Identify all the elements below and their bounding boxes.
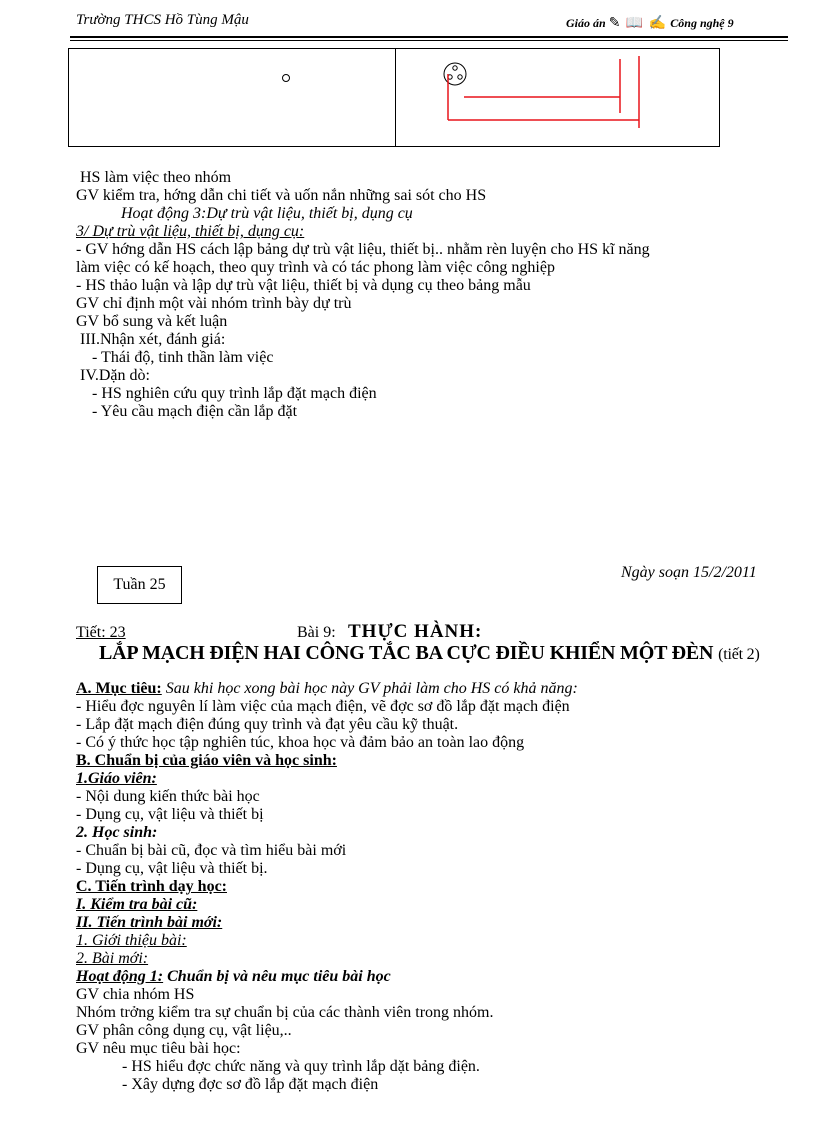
objective-item: - Có ý thức học tập nghiên túc, khoa học và đảm bảo an toàn lao động <box>76 734 525 751</box>
check-old-heading: I. Kiểm tra bài cũ: <box>76 896 198 913</box>
objective-item: - Lắp đặt mạch điện đúng quy trình và đạt yêu cầu kỹ thuật. <box>76 716 459 733</box>
review-heading: III.Nhận xét, đánh giá: <box>80 331 226 348</box>
new-lesson-heading: II. Tiến trình bài mới: <box>76 914 223 931</box>
lesson-title <box>99 642 760 665</box>
book-pen-icon: ✎ 📖 ✍ <box>608 16 668 31</box>
estimate-heading: 3/ Dự trù vật liệu, thiết bị, dụng cụ: <box>76 223 305 240</box>
activity1-line: GV phân công dụng cụ, vật liệu,.. <box>76 1022 292 1039</box>
objectives-intro: Sau khi học xong bài học này GV phải làm cho HS có khả năng: <box>165 680 578 697</box>
doc-type: Giáo án <box>566 16 606 30</box>
terminal-dot <box>458 75 462 79</box>
school-name: Trường THCS Hồ Tùng Mậu <box>76 12 249 28</box>
activity3-heading: Hoạt động 3:Dự trù vật liệu, thiết bị, dụng cụ <box>121 205 413 222</box>
diagram-table <box>68 48 720 147</box>
text-gv-guide: - GV hớng dẫn HS cách lập bảng dự trù vật liệu, thiết bị.. nhằm rèn luyện cho HS kĩ năng <box>76 241 650 258</box>
activity1-line: Nhóm trởng kiểm tra sự chuẩn bị của các thành viên trong nhóm. <box>76 1004 494 1021</box>
homework-heading: IV.Dặn dò: <box>80 367 150 384</box>
student-item: - Chuẩn bị bài cũ, đọc và tìm hiểu bài mới <box>76 842 347 859</box>
header-right <box>566 15 734 32</box>
activity1-line: GV nêu mục tiêu bài học: <box>76 1040 241 1057</box>
goal-item: - HS hiểu đợc chức năng và quy trình lắp dặt bảng điện. <box>122 1058 480 1075</box>
text-gv-check: GV kiểm tra, hớng dẫn chi tiết và uốn nắn những sai sót cho HS <box>76 187 487 204</box>
text-homework-1: - HS nghiên cứu quy trình lắp đặt mạch điện <box>92 385 377 402</box>
text-hs-work: HS làm việc theo nhóm <box>80 169 232 186</box>
practice-label: THỰC HÀNH: <box>348 621 483 642</box>
activity1-heading <box>76 968 391 986</box>
activity1-line: GV chia nhóm HS <box>76 986 195 1003</box>
process-heading: C. Tiến trình dạy học: <box>76 878 227 895</box>
text-gv-assign: GV chỉ định một vài nhóm trình bày dự trù <box>76 295 352 312</box>
period-label: Tiết: 23 <box>76 624 126 641</box>
text-gv-guide-cont: làm việc có kế hoạch, theo quy trình và có tác phong làm việc công nghiệp <box>76 259 555 276</box>
wiring-diagram <box>69 49 721 148</box>
activity1-label: Hoạt động 1: <box>76 968 164 985</box>
text-homework-2: - Yêu cầu mạch điện cần lắp đặt <box>92 403 298 420</box>
text-attitude: - Thái độ, tinh thần làm việc <box>92 349 274 366</box>
activity1-title: Chuẩn bị và nêu mục tiêu bài học <box>167 968 391 985</box>
header-rule <box>70 36 788 38</box>
prep-heading: B. Chuẩn bị của giáo viên và học sinh: <box>76 752 337 769</box>
goal-item: - Xây dựng đợc sơ đồ lắp đặt mạch điện <box>122 1076 379 1093</box>
lesson-number: Bài 9: <box>297 624 336 641</box>
lesson-part: (tiết 2) <box>718 646 760 663</box>
intro-heading: 1. Giới thiệu bài: <box>76 932 187 949</box>
header-rule-thin <box>70 40 788 41</box>
outlet-symbol <box>283 75 290 82</box>
teacher-heading: 1.Giáo viên: <box>76 770 157 787</box>
text-hs-discuss: - HS thảo luận và lập dự trù vật liệu, thiết bị và dụng cụ theo bảng mẫu <box>76 277 531 294</box>
objectives-line <box>76 680 578 698</box>
lesson-title-text: LẮP MẠCH ĐIỆN HAI CÔNG TẮC BA CỰC ĐIỀU KHIỂN MỘT ĐÈN <box>99 642 714 664</box>
objectives-heading: A. Mục tiêu: <box>76 680 162 697</box>
subject-name: Công nghệ 9 <box>670 16 734 30</box>
teacher-item: - Dụng cụ, vật liệu và thiết bị <box>76 806 264 823</box>
text-gv-conclude: GV bổ sung và kết luận <box>76 313 228 330</box>
week-box: Tuần 25 <box>97 566 182 604</box>
red-wire-lines <box>448 56 639 128</box>
student-heading: 2. Học sinh: <box>76 824 158 841</box>
lesson-new-heading: 2. Bài mới: <box>76 950 149 967</box>
terminal-dot <box>453 66 457 70</box>
student-item: - Dụng cụ, vật liệu và thiết bị. <box>76 860 268 877</box>
teacher-item: - Nội dung kiến thức bài học <box>76 788 260 805</box>
objective-item: - Hiểu đợc nguyên lí làm việc của mạch điện, vẽ đợc sơ đồ lắp đặt mạch điện <box>76 698 570 715</box>
date-prepared: Ngày soạn 15/2/2011 <box>621 564 757 581</box>
